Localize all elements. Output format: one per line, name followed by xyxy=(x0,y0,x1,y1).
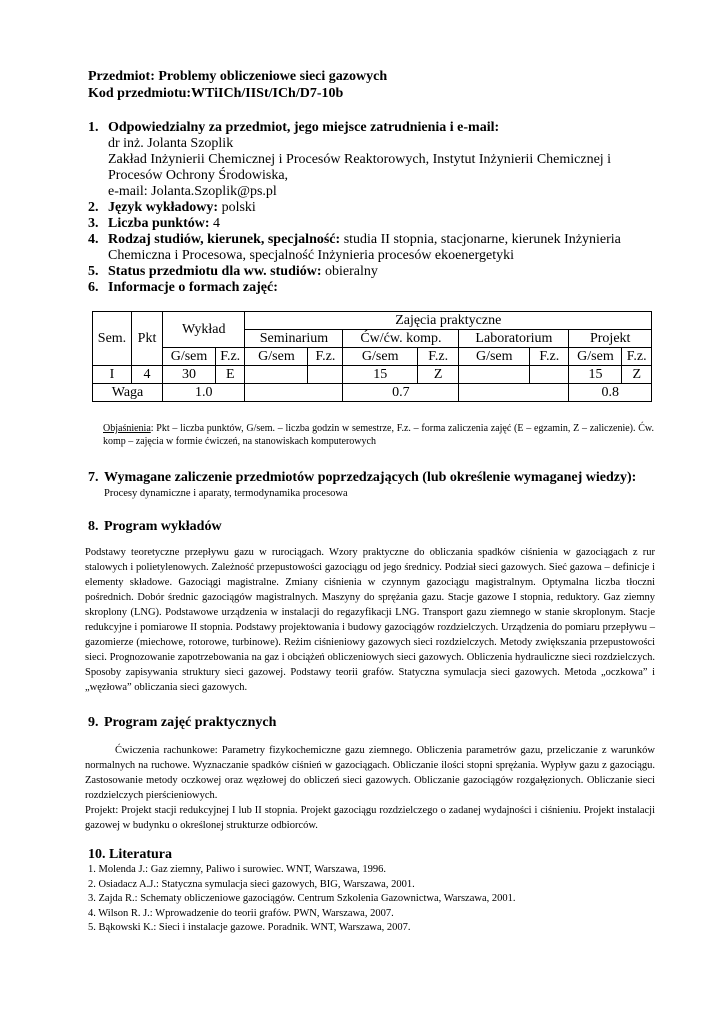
section-7-body: Procesy dynamiczne i aparaty, termodynamika procesowa xyxy=(104,488,348,499)
info-list xyxy=(88,120,654,296)
lecturer-name: dr inż. Jolanta Szoplik xyxy=(108,136,234,151)
col-projekt: Projekt xyxy=(569,330,652,348)
course-forms-table: Sem. Pkt Wykład Zajęcia praktyczne Seminarium Ćw/ćw. komp. Laboratorium Projekt G/sem F.z. G/sem F.z. G/sem F.z. G/sem F.z. G/sem F.z. I 4 30 E 15 Z 15 Z Waga 1.0 0.7 0.8 xyxy=(92,311,652,402)
table-row: I 4 30 E 15 Z 15 Z xyxy=(93,366,652,384)
list-item-study-type: 4. Rodzaj studiów, kierunek, specjalność: studia II stopnia, stacjonarne, kierunek Inżynieria Chemiczna i Procesowa, specjalność Inżynieria procesów ekoenergetyki xyxy=(88,232,621,263)
list-item-status: 5. Status przedmiotu dla ww. studiów: obieralny xyxy=(88,264,378,279)
section-9-project: Projekt: Projekt stacji redukcyjnej I lub II stopnia. Projekt gazociągu rozdzielczego o zadanej wydajności i ciśnieniu. Projekt instalacji gazowej w budynku o określonej strukturze odbiorców. xyxy=(85,805,655,831)
col-wyklad: Wykład xyxy=(163,312,245,348)
practical-header: Zajęcia praktyczne xyxy=(245,312,652,330)
col-seminarium: Seminarium xyxy=(245,330,343,348)
lecturer-affiliation: Zakład Inżynierii Chemicznej i Procesów Reaktorowych, Instytut Inżynierii Chemicznej i Procesów Ochrony Środowiska, xyxy=(108,152,612,183)
col-sem: Sem. xyxy=(93,312,132,366)
list-item: 5. Bąkowski K.: Sieci i instalacje gazowe. Poradnik. WNT, Warszawa, 2007. xyxy=(88,922,411,933)
item-label: Odpowiedzialny za przedmiot, jego miejsce zatrudnienia i e-mail: xyxy=(108,120,500,135)
section-10-heading: 10. Literatura xyxy=(88,847,172,862)
section-8-heading: 8. Program wykładów xyxy=(88,519,222,534)
list-item-responsible: 1. Odpowiedzialny za przedmiot, jego miejsce zatrudnienia i e-mail: dr inż. Jolanta Szoplik Zakład Inżynierii Chemicznej i Procesów Reaktorowych, Instytut Inżynierii Chemicznej i Procesów Ochrony Środowiska, e-mail: Jolanta.Szoplik@ps.pl xyxy=(88,120,612,199)
col-cw: Ćw/ćw. komp. xyxy=(343,330,459,348)
list-item: 4. Wilson R. J.: Wprowadzenie do teorii grafów. PWN, Warszawa, 2007. xyxy=(88,907,394,919)
col-lab: Laboratorium xyxy=(459,330,569,348)
list-item: 3. Zajda R.: Schematy obliczeniowe gazociągów. Centrum Szkolenia Gazownictwa, Warszawa, 2001. xyxy=(88,893,516,904)
col-pkt: Pkt xyxy=(132,312,163,366)
section-9-heading: 9. Program zajęć praktycznych xyxy=(88,715,277,730)
list-item-language: 2. Język wykładowy: polski xyxy=(88,200,256,215)
list-item: 1. Molenda J.: Gaz ziemny, Paliwo i surowiec. WNT, Warszawa, 1996. xyxy=(88,864,386,875)
list-item-points: 3. Liczba punktów: 4 xyxy=(88,216,221,231)
list-item-forms: 6. Informacje o formach zajęć: xyxy=(88,280,278,295)
document-page xyxy=(85,68,655,936)
section-8-body: Podstawy teoretyczne przepływu gazu w rurociągach. Wzory praktyczne do obliczania spadków ciśnienia w gazociągach z rur stalowych i polietylenowych. Zależność przepustowości gazociągu od jego średnicy. Podział sieci gazowych. Sieć gazowa – definicje i elementy składowe. Gazociągi magistralne. Zmiany ciśnienia w czynnym gazociągu magistralnym. Optymalna liczba tłoczni pośrednich. Dobór średnic gazociągów magistralnych. Maszyny do sprężania gazu. Stacje gazowe I stopnia, reduktory. Gaz ziemny skroplony (LNG). Podstawowe urządzenia w instalacji do regazyfikacji LNG. Transport gazu ziemnego w stanie skroplonym. Stacje redukcyjne i pomiarowe II stopnia. Podstawy projektowania i budowy gazociągów rozdzielczych. Urządzenia do pomiaru przepływu – gazomierze (miechowe, rotorowe, turbinowe). Reżim ciśnieniowy gazowych sieci rozdzielczych. Metody zwiększania przepustowości sieci. Prognozowanie zapotrzebowania na gaz i obciążeń obliczeniowych sieci gazowych. Obliczenia hydrauliczne sieci rozdzielczych. Sposoby zapisywania struktury sieci gazowej. Podstawy teorii grafów. Statyczna symulacja sieci gazowych. Metoda „oczkowa” i „węzłowa” obliczania sieci gazowych. xyxy=(85,547,655,693)
list-item: 2. Osiadacz A.J.: Statyczna symulacja sieci gazowych, BIG, Warszawa, 2001. xyxy=(88,878,415,890)
subject-code: Kod przedmiotu:WTiICh/IISt/ICh/D7-10b xyxy=(88,86,344,101)
subject-title: Przedmiot: Problemy obliczeniowe sieci gazowych xyxy=(88,69,388,84)
lecturer-email: e-mail: Jolanta.Szoplik@ps.pl xyxy=(108,184,277,199)
waga-row: Waga 1.0 0.7 0.8 xyxy=(93,384,652,402)
literature-list xyxy=(88,863,654,936)
section-7-heading: 7. Wymagane zaliczenie przedmiotów poprzedzających (lub określenie wymaganej wiedzy): xyxy=(88,470,637,485)
table-legend: Objaśnienia: Pkt – liczba punktów, G/sem. – liczba godzin w semestrze, F.z. – forma zaliczenia zajęć (E – egzamin, Z – zaliczenie). Ćw. komp – zajęcia w formie ćwiczeń, na stanowiskach komputerowych xyxy=(103,423,654,447)
section-9-exercises: Ćwiczenia rachunkowe: Parametry fizykochemiczne gazu ziemnego. Obliczenia parametrów gazu, przeliczanie z warunków normalnych na ruchowe. Wyznaczanie spadków ciśnień w gazociągach. Obliczanie ilości stopni sprężania. Wypływ gazu z gazociągu. Zastosowanie metody oczkowej oraz węzłowej do obliczeń sieci gazowych. Obliczanie gazociągów rozgałęzionych. Obliczanie sieci rozdzielczych pierścieniowych. xyxy=(85,745,655,801)
